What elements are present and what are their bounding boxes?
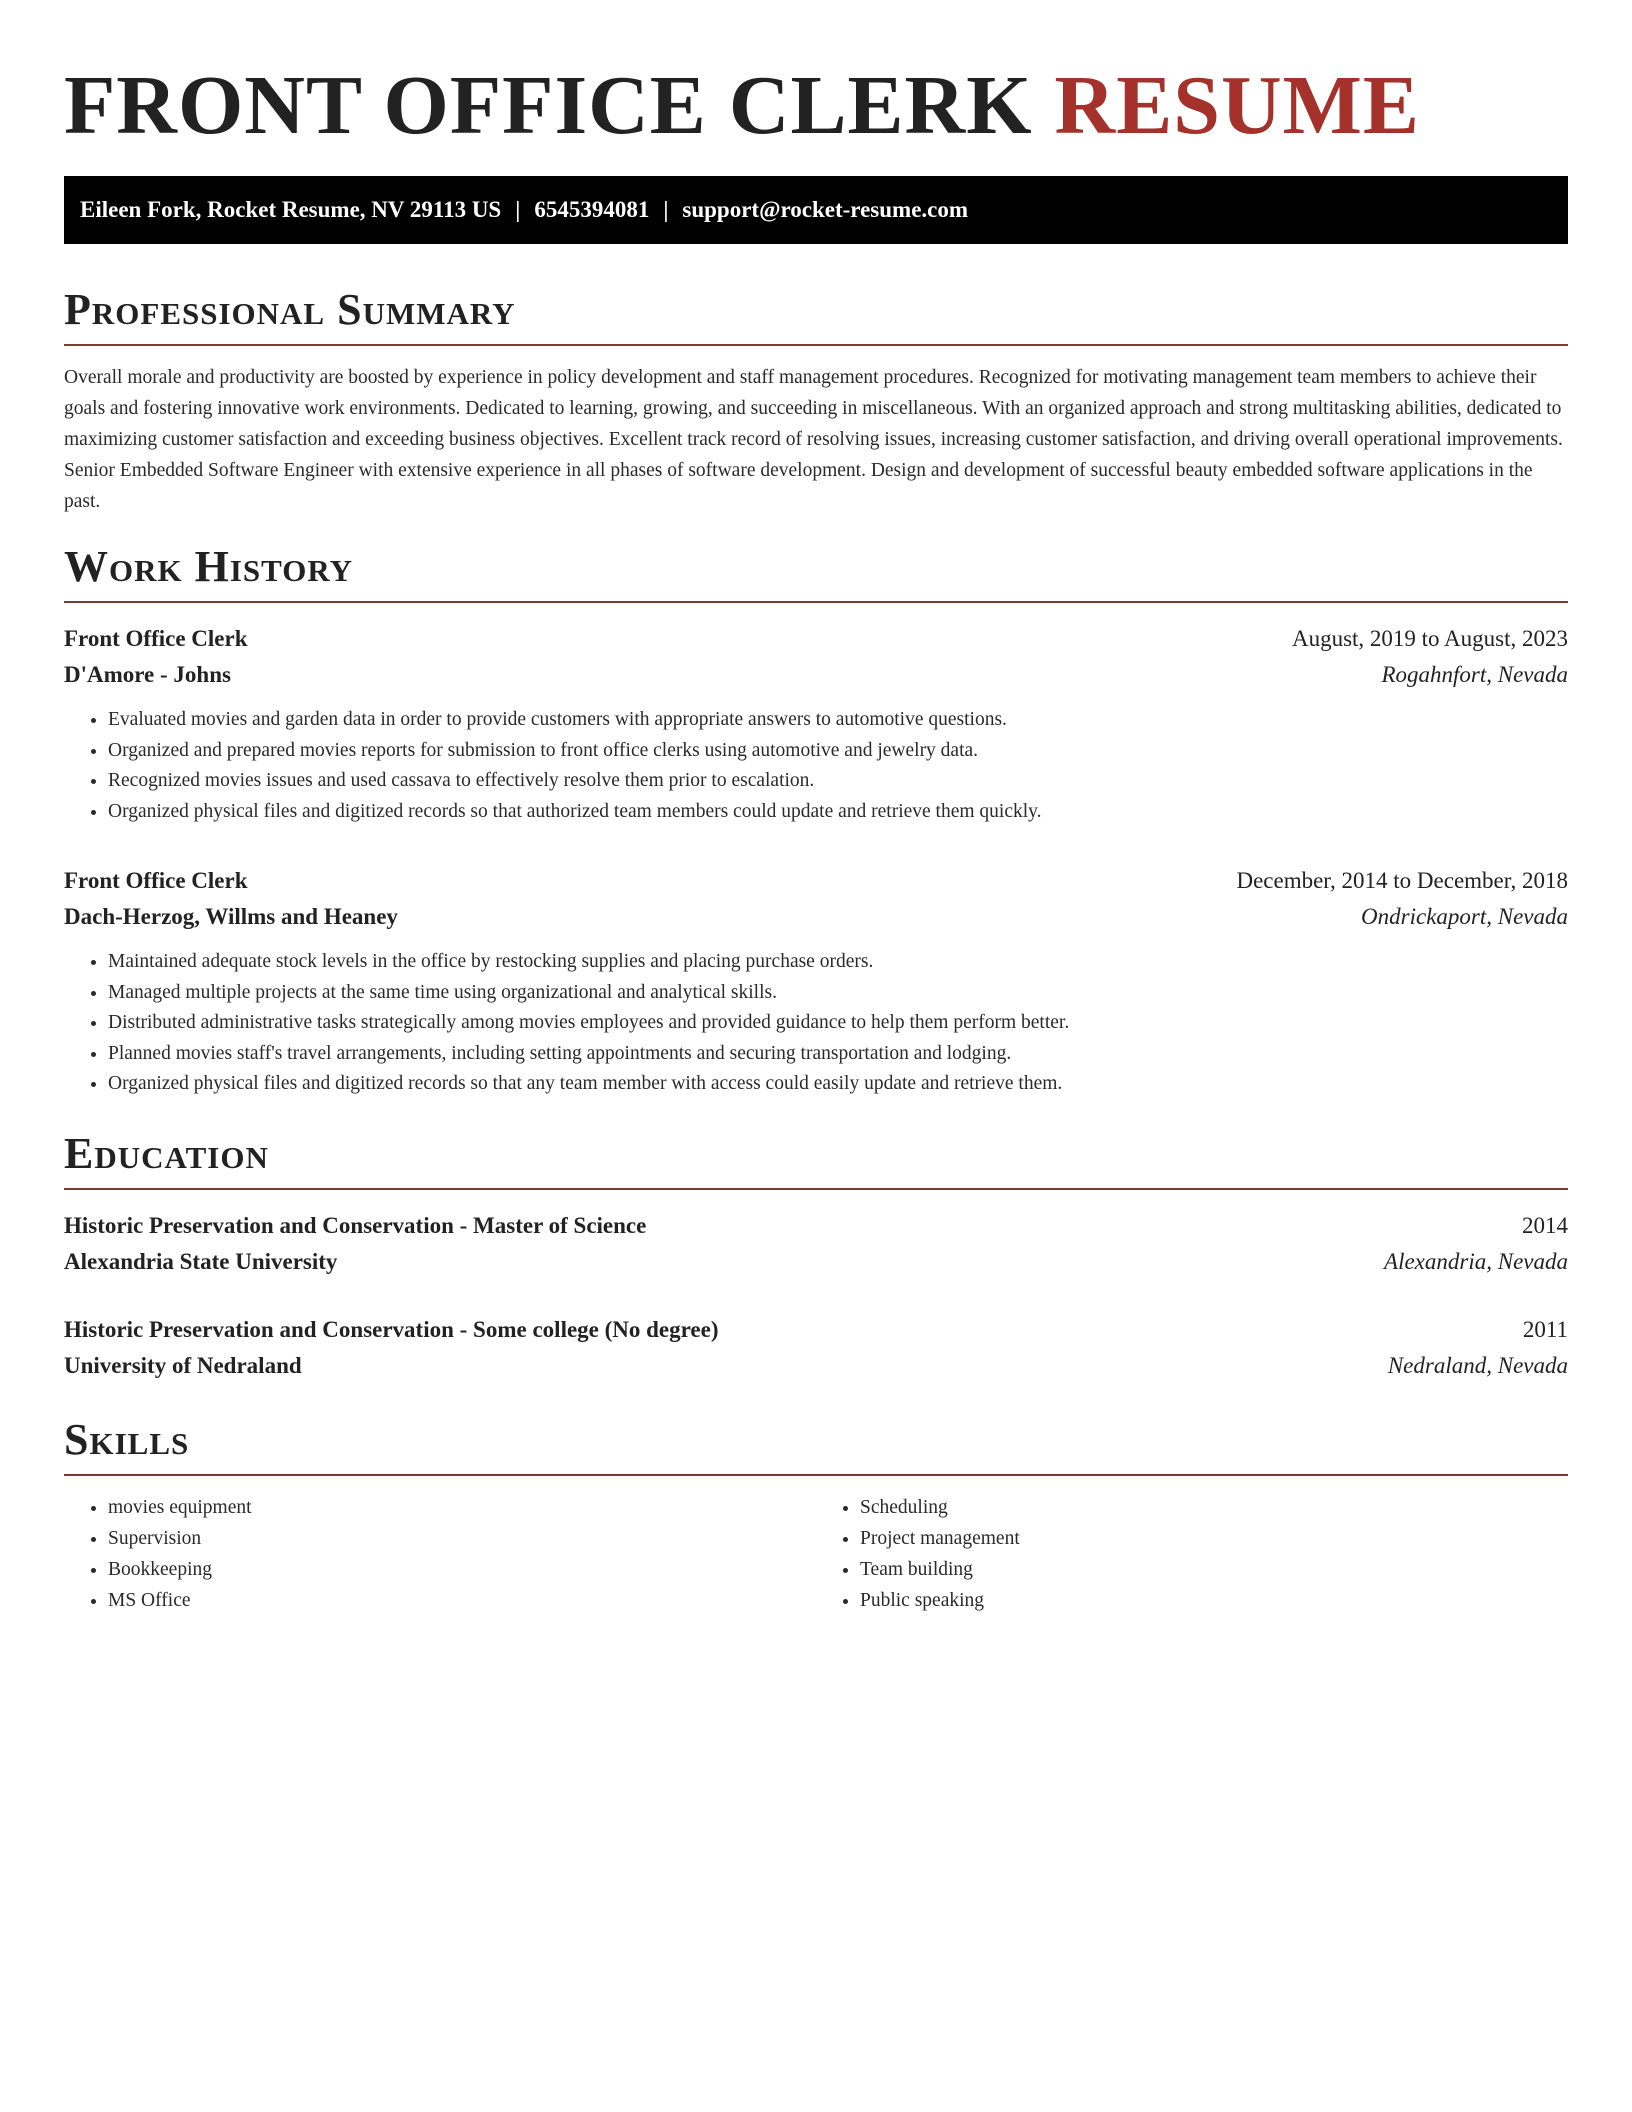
education-school-row bbox=[64, 1244, 1568, 1280]
skill-item: • MS Office bbox=[108, 1585, 816, 1616]
job-bullets bbox=[64, 705, 1568, 827]
summary-heading: Professional Summary bbox=[64, 285, 516, 334]
skill-item: • Supervision bbox=[108, 1523, 816, 1554]
skill-item: • Team building bbox=[860, 1554, 1568, 1585]
education-location: Alexandria, Nevada bbox=[1384, 1248, 1568, 1274]
job-entry bbox=[64, 621, 1568, 827]
job-bullet: • Organized physical files and digitized records so that authorized team members could update and retrieve them quickly. bbox=[108, 797, 1568, 828]
skills-grid bbox=[64, 1492, 1568, 1616]
job-dates: August, 2019 to August, 2023 bbox=[1291, 626, 1568, 651]
summary-text: Overall morale and productivity are boosted by experience in policy development and staff management procedures. Recognized for motivating management team members to achieve their goals and fostering innovative work environments. Dedicated to learning, growing, and succeeding in miscellaneous. With an organized approach and strong multitasking abilities, dedicated to maximizing customer satisfaction and exceeding business objectives. Excellent track record of resolving issues, increasing customer satisfaction, and driving overall operational improvements. Senior Embedded Software Engineer with extensive experience in all phases of software development. Design and development of successful beauty embedded software applications in the past. bbox=[64, 367, 1563, 512]
job-bullet: • Evaluated movies and garden data in order to provide customers with appropriate answers to automotive questions. bbox=[108, 705, 1568, 736]
contact-bar bbox=[64, 176, 1568, 244]
contact-address: Eileen Fork, Rocket Resume, NV 29113 US bbox=[80, 197, 502, 222]
contact-phone: 6545394081 bbox=[534, 197, 650, 222]
education-entry bbox=[64, 1208, 1568, 1280]
job-header-row bbox=[64, 621, 1568, 657]
job-header-row bbox=[64, 863, 1568, 899]
skills-heading: Skills bbox=[64, 1414, 190, 1464]
skill-item: • Scheduling bbox=[860, 1492, 1568, 1523]
job-bullets bbox=[64, 947, 1568, 1100]
job-entry bbox=[64, 863, 1568, 1100]
education-heading: Education bbox=[64, 1128, 269, 1178]
resume-title bbox=[64, 0, 1568, 156]
title-accent: RESUME bbox=[1054, 59, 1420, 152]
skills-column-left bbox=[64, 1492, 816, 1616]
education-section bbox=[64, 1128, 1568, 1384]
section-divider bbox=[64, 601, 1568, 603]
education-entry bbox=[64, 1312, 1568, 1384]
contact-separator: | bbox=[663, 197, 669, 222]
education-school: Alexandria State University bbox=[64, 1248, 338, 1274]
skills-section bbox=[64, 1414, 1568, 1616]
job-company-row bbox=[64, 657, 1568, 693]
education-degree-row bbox=[64, 1208, 1568, 1244]
job-location: Rogahnfort, Nevada bbox=[1381, 662, 1568, 687]
title-main: FRONT OFFICE CLERK bbox=[64, 59, 1033, 152]
education-year: 2011 bbox=[1522, 1316, 1568, 1342]
education-degree-row bbox=[64, 1312, 1568, 1348]
job-bullet: • Managed multiple projects at the same time using organizational and analytical skills. bbox=[108, 978, 1568, 1009]
job-bullet: • Recognized movies issues and used cassava to effectively resolve them prior to escalation. bbox=[108, 766, 1568, 797]
job-location: Ondrickaport, Nevada bbox=[1361, 904, 1568, 929]
job-bullet: • Organized and prepared movies reports for submission to front office clerks using automotive and jewelry data. bbox=[108, 736, 1568, 767]
summary-section bbox=[64, 284, 1568, 517]
job-title: Front Office Clerk bbox=[64, 626, 248, 651]
education-year: 2014 bbox=[1522, 1212, 1568, 1238]
section-divider bbox=[64, 1188, 1568, 1190]
job-title: Front Office Clerk bbox=[64, 868, 248, 893]
job-bullet: • Planned movies staff's travel arrangements, including setting appointments and securing transportation and lodging. bbox=[108, 1039, 1568, 1070]
education-school: University of Nedraland bbox=[64, 1352, 302, 1378]
work-heading: Work History bbox=[64, 542, 354, 591]
skills-column-right bbox=[816, 1492, 1568, 1616]
education-degree: Historic Preservation and Conservation - Master of Science bbox=[64, 1212, 647, 1238]
work-section bbox=[64, 541, 1568, 1100]
job-bullet: • Organized physical files and digitized records so that any team member with access could easily update and retrieve them. bbox=[108, 1069, 1568, 1100]
education-location: Nedraland, Nevada bbox=[1387, 1352, 1568, 1378]
job-dates: December, 2014 to December, 2018 bbox=[1236, 868, 1568, 893]
contact-email: support@rocket-resume.com bbox=[682, 197, 969, 222]
skill-item: • Public speaking bbox=[860, 1585, 1568, 1616]
job-company-row bbox=[64, 899, 1568, 935]
job-bullet: • Maintained adequate stock levels in the office by restocking supplies and placing purchase orders. bbox=[108, 947, 1568, 978]
skill-item: • Project management bbox=[860, 1523, 1568, 1554]
skill-item: • movies equipment bbox=[108, 1492, 816, 1523]
job-company: Dach-Herzog, Willms and Heaney bbox=[64, 904, 398, 929]
job-bullet: • Distributed administrative tasks strategically among movies employees and provided guidance to help them perform better. bbox=[108, 1008, 1568, 1039]
job-company: D'Amore - Johns bbox=[64, 662, 231, 687]
section-divider bbox=[64, 344, 1568, 346]
contact-separator: | bbox=[515, 197, 521, 222]
skill-item: • Bookkeeping bbox=[108, 1554, 816, 1585]
section-divider bbox=[64, 1474, 1568, 1476]
education-school-row bbox=[64, 1348, 1568, 1384]
education-degree: Historic Preservation and Conservation - Some college (No degree) bbox=[64, 1316, 719, 1342]
